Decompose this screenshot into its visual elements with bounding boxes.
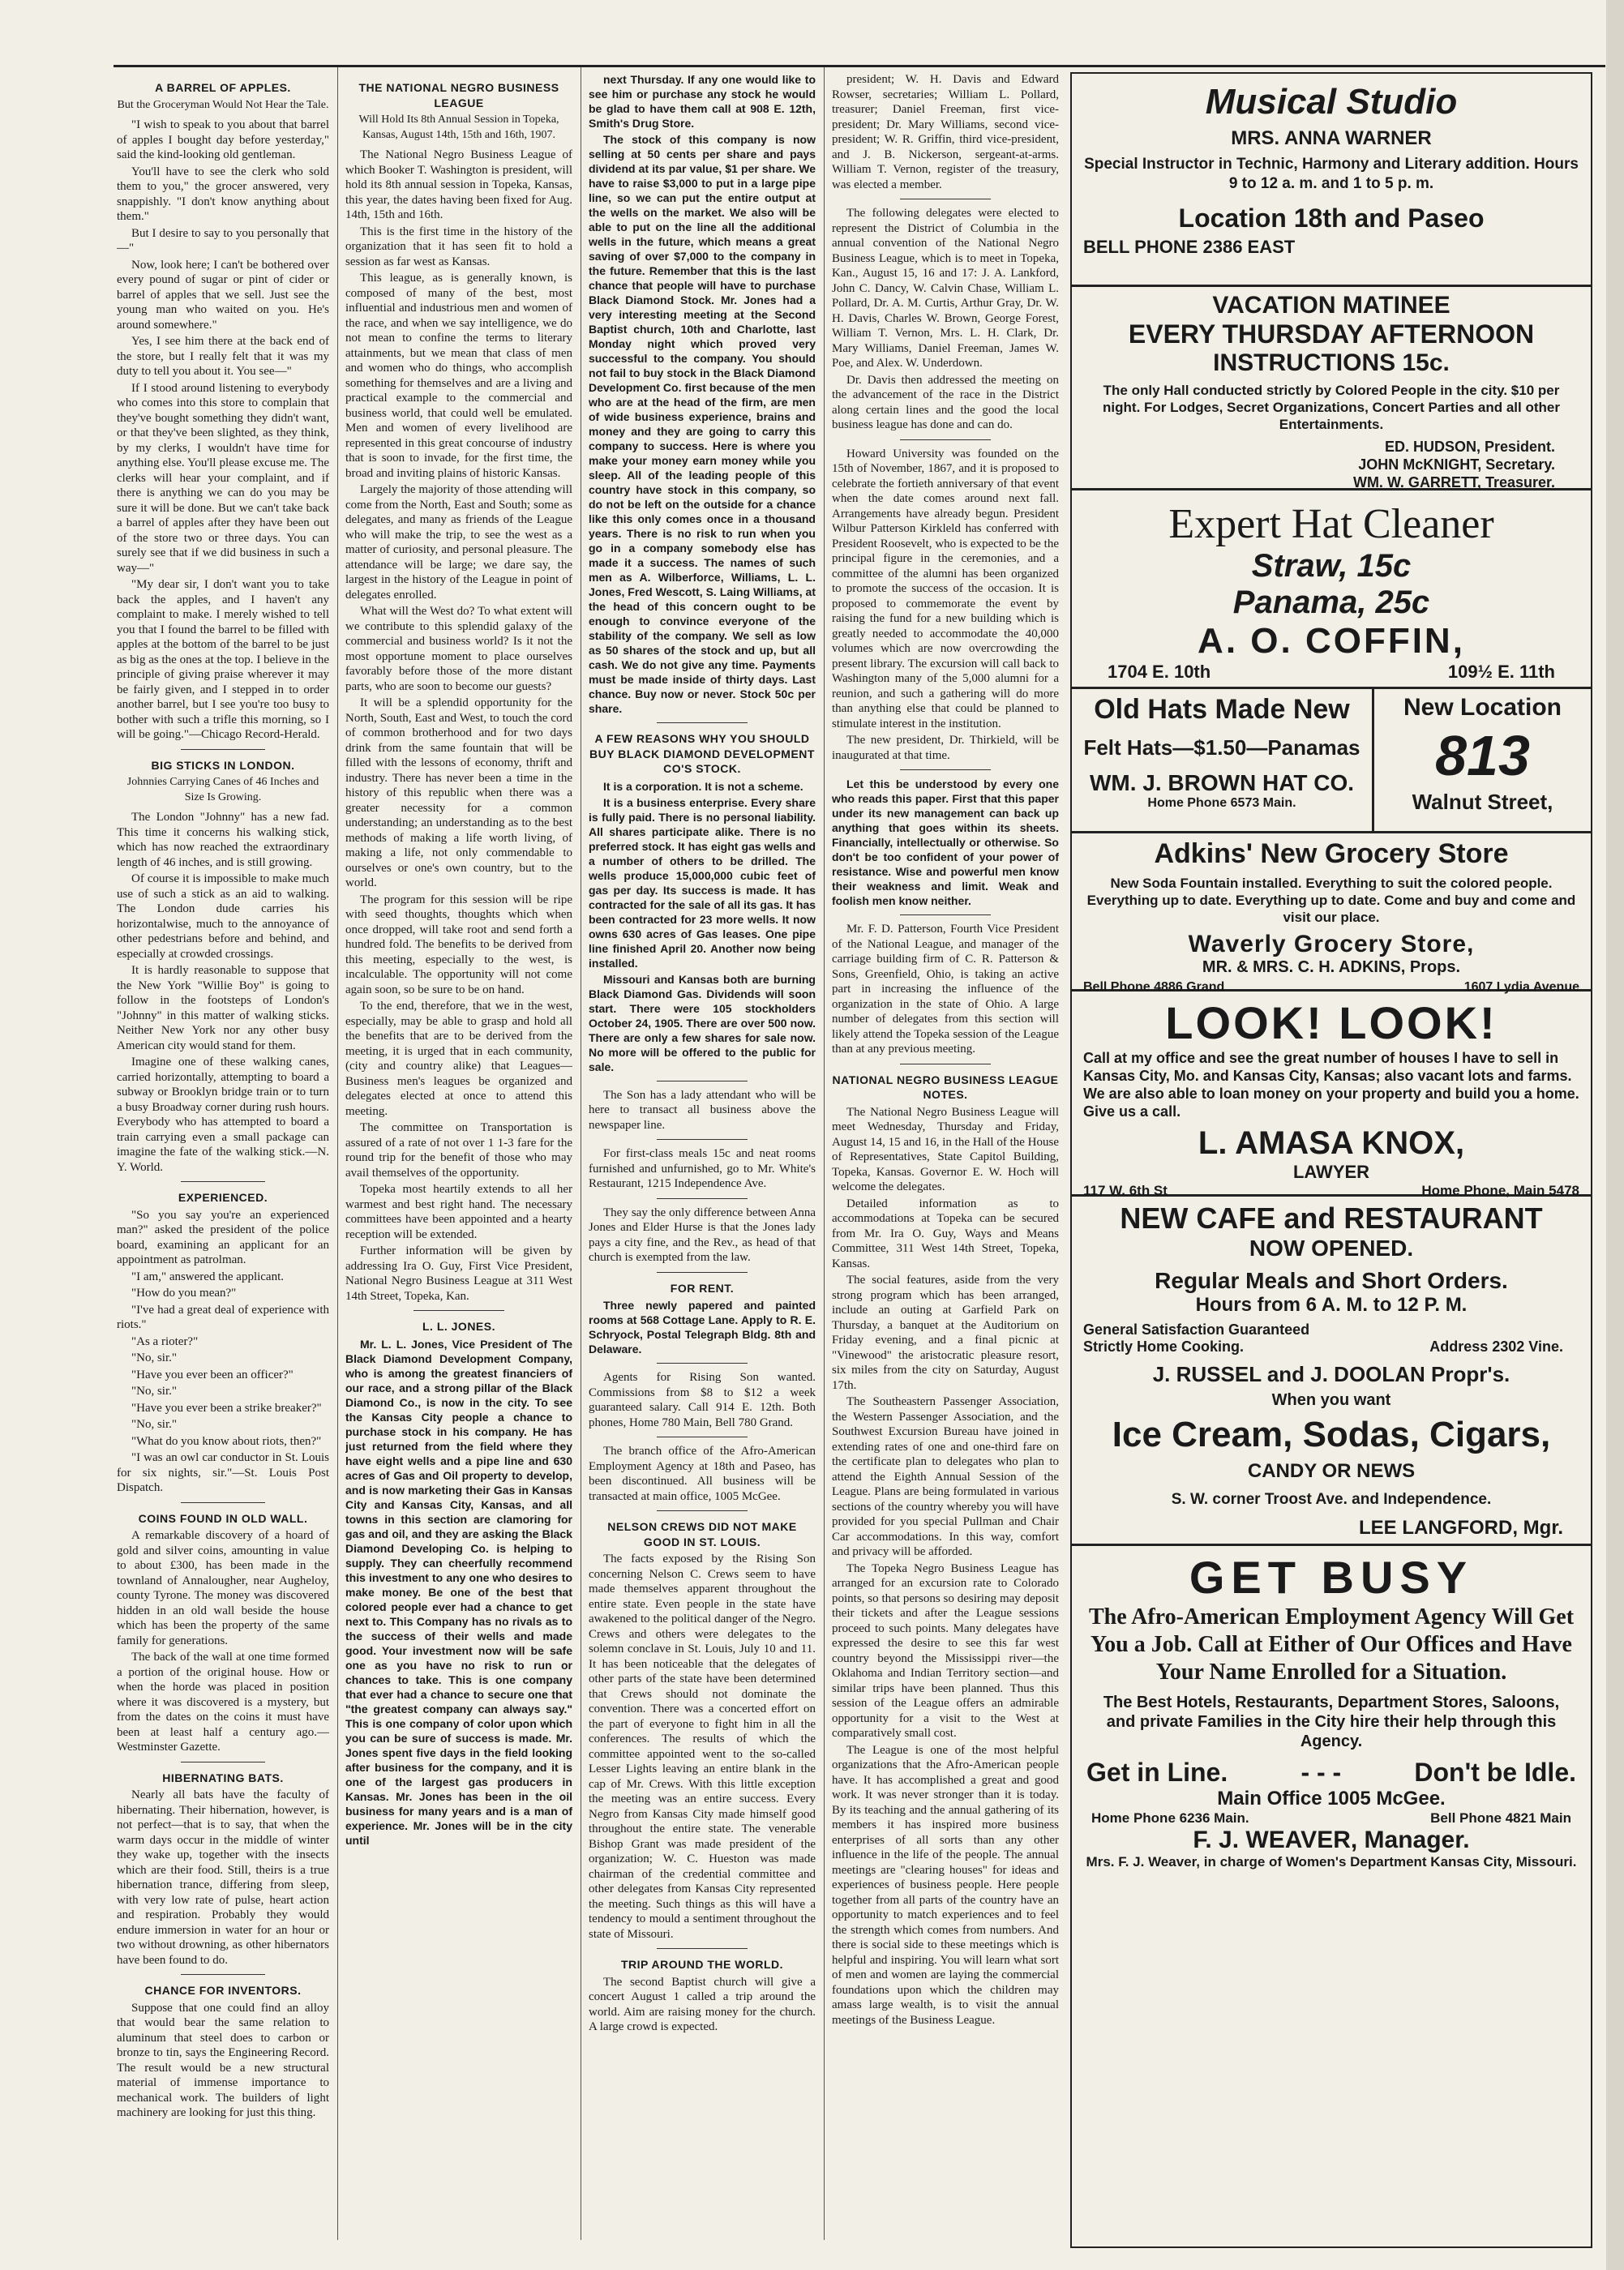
article-divider [181, 1974, 266, 1975]
article-paragraph: Howard University was founded on the 15th of November, 1867, and it is proposed to celebrate the fortieth anniversary of that event when the date comes around next fall. Arrangements have already begun. President Wilbur Patterson Kirkleld has conferred with President Roosevelt, who is expected to be the principal figure in the ceremonies, and a committee of the alumni has been organized to promote the success of the occasion. It is proposed to commemorate the event by raising the fund for a new building which is greatly needed to accommodate the 40,000 volumes which are now overcrowding the present library. The excursion will call back to Washington many of the 5,000 alumni for a reunion, and such a gathering will do more than anything else that could be planned to stimulate interest in the institution. [832, 447, 1059, 730]
column-1 [117, 72, 329, 2245]
article-paragraph: Largely the majority of those attending will come from the North, East and South; some as delegates, and many as friends of the League who will make the trip, to see the west as a matter of curiosity, and personal pleasure. The attendance will be large; we dare say, the largest in the history of the League in point of delegates enrolled. [345, 483, 572, 602]
ad-text: When you want [1271, 1391, 1391, 1409]
article-paragraph: The National Negro Business League will meet Wednesday, Thursday and Friday, August 14, 15 and 16, in the Hall of the House of Representatives, State Capitol Building, Topeka, Kansas. Governor E. W. Hoch will welcome the delegates. [832, 1105, 1059, 1193]
ad-name: MRS. ANNA WARNER [1231, 127, 1432, 149]
article-paragraph: It is a corporation. It is not a scheme. [603, 779, 803, 793]
column-rule [337, 67, 338, 2240]
article [589, 1146, 816, 1192]
ad-address: 1607 Lydia Avenue [1463, 980, 1579, 994]
ad-manager: LEE LANGFORD, Mgr. [1359, 1517, 1563, 1539]
article [589, 1206, 816, 1266]
article [117, 1983, 329, 2121]
article [832, 922, 1059, 1057]
article [832, 447, 1059, 764]
article-paragraph: Agents for Rising Son wanted. Commissions from $8 to $12 a week guaranteed salary. Call 914 E. 12th. Both phones, Home 780 Main, Bell 780 Grand. [589, 1371, 816, 1429]
ad-officer: WM. W. GARRETT, Treasurer. [1352, 474, 1555, 490]
article-paragraph: president; W. H. Davis and Edward Rowser, secretaries; William L. Pollard, treasurer; Daniel Freeman, first vice-president; Dr. Mary Williams, second vice-president; W. R. Griffin, third vice-president, and J. B. Nickerson, sergeant-at-arms. William T. Vernon, register of the treasury, was elected a member. [832, 73, 1059, 191]
vacation-matinee-ad [1072, 287, 1591, 490]
article-headline: A FEW REASONS WHY YOU SHOULD BUY BLACK DIAMOND DEVELOPMENT CO'S STOCK. [589, 732, 815, 775]
article-paragraph: Three newly papered and painted rooms at 568 Cottage Lane. Apply to R. E. Schryock, Postal Telegraph Bldg. 8th and Delaware. [589, 1299, 816, 1356]
article-subhead: But the Groceryman Would Not Hear the Tale. [117, 98, 329, 111]
ad-text: Strictly Home Cooking. [1083, 1338, 1245, 1355]
article [832, 777, 1059, 908]
page-edge-shadow [1606, 0, 1624, 2270]
article-divider [657, 722, 748, 723]
ad-title: LOOK! LOOK! [1165, 997, 1498, 1048]
musical-studio-ad [1072, 74, 1591, 287]
ad-title: GET BUSY [1189, 1552, 1474, 1603]
ad-title: INSTRUCTIONS 15c. [1213, 349, 1450, 376]
article-paragraph: Now, look here; I can't be bothered over every pound of sugar or pint of cider or barrel of apples that we sell. Just see the young man who waited on you. He's around somewhere." [117, 258, 329, 332]
ad-address: Main Office 1005 McGee. [1217, 1788, 1446, 1810]
article-paragraph: The program for this session will be ripe with seed thoughts, thoughts which when once dropped, will take root and send forth a hundred fold. The benefits to be derived from this meeting, especially to the west, is incalculable. The opportunity will not come again soon, so be sure to be on hand. [345, 893, 572, 996]
article [589, 731, 816, 1074]
ad-title: Musical Studio [1205, 82, 1458, 122]
ad-title: New Location [1403, 694, 1562, 721]
ad-phone: BELL PHONE 2386 EAST [1083, 237, 1296, 257]
article-paragraph: The branch office of the Afro-American Employment Agency at 18th and Paseo, has been discontinued. All business will be transacted at main office, 1005 McGee. [589, 1445, 816, 1503]
ad-phone: Bell Phone 4821 Main [1430, 1810, 1571, 1826]
article-paragraph: "No, sir." [131, 1385, 178, 1398]
article-paragraph: The League is one of the most helpful organizations that the Afro-American people have. It has accomplished a great and good work. It was never stronger than it is today. By its teaching and the annual gathering of its members it has inspired more business enterprises of all sorts than any other influence in the life of the people. The annual meetings are "clearing houses" for ideas and experiences of business people. Here people together from all parts of the country have an opportunity to match experiences and to feel the strength which comes from numbers. And there is social side to these meetings which is helpful and inspiring. You will learn what sort of men and women are laying the commercial foundations upon which the children may amass large wealth, is to visit the annual meetings of the Business League. [832, 1743, 1059, 2027]
article-divider [657, 1198, 748, 1199]
article-paragraph: Topeka most heartily extends to all her warmest and best right hand. The necessary committees have been appointed and a hearty reception will be extended. [345, 1183, 572, 1241]
article-paragraph: "I was an owl car conductor in St. Louis for six nights, sir."—St. Louis Post Dispatch. [117, 1451, 329, 1494]
ad-footer: Mrs. F. J. Weaver, in charge of Women's Department Kansas City, Missouri. [1086, 1854, 1577, 1870]
ad-manager: F. J. WEAVER, Manager. [1193, 1827, 1470, 1853]
ad-text: The Best Hotels, Restaurants, Department Stores, Saloons, and private Families in the City hire their help through this Agency. [1103, 1694, 1560, 1750]
article [117, 758, 329, 1176]
article-paragraph: It will be a splendid opportunity for the North, South, East and West, to touch the cord of common brotherhood and for two days drink from the same fountain that will be filled with the lessons of economy, thrift and industry. There has never been a time in the history of this republic when there was a greater necessity for a common understanding; an understanding as to the best methods of making a life worth living, of making a life, not only commendable to ourselves or one's own country, but to the world. [345, 696, 572, 889]
article-paragraph: "So you say you're an experienced man?" asked the president of the police board, examining an applicant for an appointment as patrolman. [117, 1208, 329, 1266]
ad-address: 1704 E. 10th [1108, 662, 1211, 682]
ad-text: Special Instructor in Technic, Harmony and Literary addition. Hours 9 to 12 a. m. and 1 to 5 p. m. [1084, 156, 1579, 192]
ad-text: Felt Hats—$1.50—Panamas [1083, 735, 1360, 760]
article-paragraph: The new president, Dr. Thirkield, will be inaugurated at that time. [832, 734, 1059, 762]
ad-address: S. W. corner Troost Ave. and Independence. [1171, 1491, 1492, 1508]
article-divider [657, 1139, 748, 1140]
article-paragraph: But I desire to say to you personally that—" [117, 226, 329, 255]
column-4 [832, 72, 1059, 2245]
article-paragraph: "What do you know about riots, then?" [131, 1434, 322, 1448]
article-paragraph: The Topeka Negro Business League has arranged for an excursion rate to Colorado points, so that persons so desiring may deposit their tickets and after the League sessions proceed to such points. Many delegates have expressed the desire to see this far west country beyond the Mississippi river—the Oklahoma and Indian Territory section—and similar trips have been planned. Thus this session of the League offers an admirable opportunity for a visit to the West at comparatively small cost. [832, 1561, 1059, 1740]
article-paragraph: The facts exposed by the Rising Son concerning Nelson C. Crews seem to have made themselves apparent throughout the entire state. Even people in the state have awakened to the political danger of the Negro. Crews and others were delegates to the solemn conclave in St. Louis, July 10 and 11. It has been noticeable that the delegates of other parts of the state have been determined that Crews should not dominate the convention. There was a concerted effort on the part of everyone to fight him in all the conferences. The results of which the committee appointed went to the so-called Lesser Lights leaving an entire blank in the cap of Mr. Crews. With this little exception the meeting was an entire success. Every Negro from Kansas City made himself good throughout the entire state. The venerable Bishop Grant was made president of the organization; W. C. Hueston was made chairman of the credential committee and other delegates from Kansas City represented the meeting. Such things as this will have a tendency to mould a sentiment throughout the state of Missouri. [589, 1553, 816, 1941]
article-divider [657, 1363, 748, 1364]
newspaper-page [114, 65, 1605, 2248]
ad-text: We are also able to loan money on your property and build you a home. Give us a call. [1083, 1086, 1579, 1120]
article [589, 72, 816, 716]
ad-address: Walnut Street, [1412, 790, 1553, 814]
article-paragraph: Mr. F. D. Patterson, Fourth Vice President of the National League, and manager of the carriage building firm of C. R. Patterson & Sons, Greenfield, Ohio, is taking an active part in increasing the influence of the organization in the state of Ohio. A large number of delegates from this section will likely attend the Topeka session of the League than at any previous meeting. [832, 923, 1059, 1056]
ad-title: Regular Meals and Short Orders. [1155, 1268, 1508, 1293]
article-paragraph: You'll have to see the clerk who sold them to you," the grocer answered, very snappishly. "I don't know anything about them." [117, 165, 329, 223]
article-headline: NELSON CREWS DID NOT MAKE GOOD IN ST. LOUIS. [607, 1520, 797, 1548]
article [832, 1073, 1059, 2028]
article [117, 1771, 329, 1968]
ad-phone: Bell Phone 4886 Grand [1083, 980, 1225, 994]
article-headline: EXPERIENCED. [178, 1191, 268, 1204]
article-paragraph: "No, sir." [131, 1418, 178, 1431]
article-paragraph: "My dear sir, I don't want you to take back the apples, and I haven't any complaint to make. I merely wished to tell you that I found the barrel to be filled with apples at the bottom of the barrel to be just as big as the ones at the top. I believe in the principle of giving praise wherever it may be fairly given, and I stepped in to order another barrel, but I see you're too busy to bother with such a trifle this morning, so I will be going."—Chicago Record-Herald. [117, 578, 329, 741]
ad-title: EVERY THURSDAY AFTERNOON [1128, 319, 1535, 349]
article-paragraph: Missouri and Kansas both are burning Black Diamond Gas. Dividends will soon start. There were 105 stockholders October 24, 1905. There are over 500 now. There are only a few shares for sale now. No more will be offered to the public for sale. [589, 972, 816, 1073]
article-paragraph: Suppose that one could find an alloy that would bear the same relation to aluminum that steel does to carbon or bronze to tin, says the Engineering Record. The result would be a new structural material of immense importance to mechanical work. The builders of light machinery are looking for just this thing. [117, 2001, 329, 2119]
article-paragraph: Imagine one of these walking canes, carried horizontally, attempting to board a subway or Brooklyn bridge train or to turn a busy Broadway corner during rush hours. Everybody who has attempted to board a train carrying even a small package can imagine the fate of the walking stick.—N. Y. World. [117, 1056, 329, 1174]
article-headline: HIBERNATING BATS. [162, 1771, 284, 1784]
article [117, 1190, 329, 1496]
ad-phone: Home Phone 6236 Main. [1091, 1810, 1249, 1826]
article-divider [181, 1502, 266, 1503]
old-hats-ad [1072, 689, 1591, 833]
ad-text: General Satisfaction Guaranteed [1083, 1321, 1310, 1338]
article-paragraph: "As a rioter?" [131, 1334, 199, 1348]
ad-slogan-left: Get in Line. [1086, 1758, 1228, 1787]
article-paragraph: "I've had a great deal of experience with riots." [117, 1303, 329, 1331]
article-paragraph: "No, sir." [131, 1351, 178, 1364]
article-paragraph: The London "Johnny" has a new fad. This time it concerns his walking stick, which has now reached the extraordinary length of 46 inches, and is still growing. [117, 811, 329, 869]
article-paragraph: For first-class meals 15c and neat rooms furnished and unfurnished, go to Mr. White's Restaurant, 1215 Independence Ave. [589, 1147, 816, 1190]
ad-title: NEW CAFE and RESTAURANT [1120, 1201, 1543, 1235]
ad-slogan-right: Don't be Idle. [1414, 1758, 1576, 1787]
article-divider [181, 749, 266, 750]
article-paragraph: The second Baptist church will give a concert August 1 called a trip around the world. Aim are raising money for the church. A large crowd is expected. [589, 1975, 816, 2033]
article-paragraph: "I am," answered the applicant. [131, 1270, 285, 1283]
article [117, 1511, 329, 1755]
article-paragraph: The Son has a lady attendant who will be here to transact all business above the newspaper line. [589, 1088, 816, 1132]
ad-address: 117 W. 6th St [1083, 1183, 1168, 1198]
article-paragraph: The stock of this company is now selling at 50 cents per share and pays dividend at its par value, $1 per share. We have to raise $3,000 to put in a large pipe line, so we can put the entire output at the wells on the market. We also will be able to put on the line all the additional wells in the future, which means a great saving of over $7,000 to the company in the future. Remember that this is the last chance that people will have to purchase Black Diamond Stock. Mr. Jones had a very interesting meeting at the Second Baptist church, 10th and Charlotte, last Monday night which proved very successful to the company. You should not fail to buy stock in the Black Diamond Development Co. first because of the men who are at the head of the firm, are men of wide business experience, brains and money and they are going to carry this company to success. Here is where you make your money earn money while you sleep. All of the leading people of this country have stock in this company, so do not be left on the outside for a chance like this only comes once in a thousand years. There is no risk to run when you go in a company somebody else has made it a success. The names of such men as A. Wilberforce, Williams, L. L. Jones, Fred Wescott, S. Laing Williams, at the head of this concern ought to be enough to convince everyone of the stability of the company. We sell as low as 50 shares of the stock and up, but all cash. We do not give any time. Payments must be made inside of thirty days. Last chance. Buy now or never. Stock 50c per share. [589, 133, 816, 715]
ad-title: Hours from 6 A. M. to 12 P. M. [1195, 1294, 1468, 1316]
article-divider [657, 1510, 748, 1511]
ad-location: Location 18th and Paseo [1178, 203, 1485, 233]
article-headline: THE NATIONAL NEGRO BUSINESS LEAGUE [358, 81, 559, 109]
article [117, 80, 329, 743]
article [589, 1088, 816, 1133]
article [589, 1519, 816, 1942]
ad-title: Ice Cream, Sodas, Cigars, [1112, 1415, 1551, 1454]
article-divider [900, 769, 991, 770]
ad-title: Expert Hat Cleaner [1168, 501, 1494, 547]
article-headline: COINS FOUND IN OLD WALL. [138, 1511, 308, 1525]
article-headline: A BARREL OF APPLES. [155, 81, 291, 94]
article-paragraph: "Have you ever been an officer?" [131, 1368, 294, 1381]
advertisements-column [1070, 72, 1592, 2248]
article [345, 80, 572, 1304]
article-divider [181, 1181, 266, 1182]
article-paragraph: They say the only difference between Anna Jones and Elder Hurse is that the Jones lady pays a city fine, and the Rev., as head of that church is exempted from the law. [589, 1206, 816, 1264]
column-rule [824, 67, 825, 2240]
article-paragraph: "Have you ever been a strike breaker?" [131, 1401, 322, 1415]
article-paragraph: Yes, I see him there at the back end of the store, but I really felt that it was my duty to tell you about it. You see—" [117, 335, 329, 378]
ad-price: Panama, 25c [1232, 585, 1430, 620]
cafe-ad [1072, 1197, 1591, 1386]
ad-title: Adkins' New Grocery Store [1154, 838, 1509, 869]
ad-title: NOW OPENED. [1249, 1236, 1414, 1261]
look-look-ad [1072, 992, 1591, 1197]
ad-phone: Home Phone 6573 Main. [1147, 796, 1296, 810]
get-busy-ad [1072, 1546, 1591, 1896]
article-paragraph: Further information will be given by addressing Ira O. Guy, First Vice President, National Negro Business League at 311 West 14th Street, Topeka, Kan. [345, 1244, 572, 1303]
article-paragraph: Mr. L. L. Jones, Vice President of The Black Diamond Development Company, who is among the greatest financiers of our race, and a strong pillar of the Black Diamond Co., is now in the city. To see the Kansas City people a chance to purchase stock in his company. He has just returned from the field where they have eight wells and a pipe line and 630 acres of Gas and Oil property to develop, and is now marketing their Gas in Kansas City and Kansas City, Kansas, and all towns in this section are clamoring for gas and oil, and they are asking the Black Diamond Developing Co. is helping to supply. They can cheerfully recommend this investment to any one who desires to make money. Be one of the best that colored people ever had a chance to get next to. This Company has no rivals as to the success of their wells and made good. Your investment now will be safe one as you have no risk to run or chances to take. This is one company that ever had a chance to secure one that "the greatest company can always say." This is one company of color upon which you can be sure of success is made. Mr. Jones spent five days in the field looking after business for the company, and it is one of the largest gas producers in Kansas. Mr. Jones has been in the oil business for many years and is a man of experience. Mr. Jones will be in the city until [345, 1337, 572, 1847]
article-paragraph: "I wish to speak to you about that barrel of apples I bought day before yesterday," said the kind-looking old gentleman. [117, 118, 329, 161]
article-paragraph: What will the West do? To what extent will we contribute to this splendid galaxy of the commercial and business world? Is it not the most opportune moment to place ourselves favorably before those of the more distant parts, who are soon to become our guests? [345, 605, 572, 693]
ad-address: 109½ E. 11th [1447, 662, 1555, 682]
ad-text: The only Hall conducted strictly by Colored People in the city. $10 per night. For Lodges, Secret Organizations, Concert Parties and all other Entertainments. [1103, 383, 1560, 432]
article-divider [900, 914, 991, 915]
article-paragraph: This league, as is generally known, is composed of many of the best, most influential and industrious men and women of the race, and when we say intelligence, we do not mean to confine the terms to literary attainments, but we mean that class of men and women who do things, who accomplish something for themselves and are a living and practical example to the commercial and business world, that could well be emulated. Men and women of every livelihood are represented in this great concourse of industry that is soon to invade, for the first time, the broad and inviting plains of historic Kansas. [345, 272, 572, 480]
article [832, 206, 1059, 433]
grocery-store-ad [1072, 833, 1591, 992]
article-paragraph: It is a business enterprise. Every share is fully paid. There is no personal liability. All shares participate alike. There is no preferred stock. It has eight gas wells and a number of others to be drilled. The wells produce 15,000,000 cubic feet of gas per day. Its success is made. It has contracted for the sale of all its gas. It has been contracted for 23 more wells. It now owns 630 acres of Gas leases. One pipe line finished April 20. Another now being installed. [589, 795, 816, 970]
article-headline: NATIONAL NEGRO BUSINESS LEAGUE NOTES. [832, 1073, 1059, 1101]
article-paragraph: Nearly all bats have the faculty of hibernating. Their hibernation, however, is not perfect—that is to say, that when the warm days occur in the middle of winter they wake up, together with the insects which are their food. Still, theirs is a true hibernation trance, differing from sleep, with very low rate of pulse, heart action and respiration. Probably they would endure immersion in water for an hour or two without drowning, as other hibernators have been found to do. [117, 1788, 329, 1967]
ad-role: LAWYER [1292, 1162, 1370, 1182]
article-paragraph: next Thursday. If any one would like to see him or purchase any stock he would be glad to have them call at 908 E. 12th, Smith's Drug Store. [589, 73, 816, 130]
ad-officer: ED. HUDSON, President. [1384, 439, 1555, 455]
article-divider [413, 1310, 504, 1311]
article-subhead: Johnnies Carrying Canes of 46 Inches and Size Is Growing. [126, 776, 319, 803]
ad-address: Address 2302 Vine. [1429, 1338, 1563, 1355]
article [589, 1370, 816, 1430]
article [589, 1957, 816, 2035]
article-paragraph: Detailed information as to accommodations at Topeka can be secured from Mr. Ira O. Guy, Ways and Means Committee, 311 West 14th Street, Topeka, Kansas. [832, 1197, 1059, 1270]
article-paragraph: To the end, therefore, that we in the west, especially, may be able to grasp and hold all the benefits that are to be derived from the meeting, it is urged that in each community, (city and country alike) that Leagues—Business men's leagues be organized and delegates elected at once to attend this meeting. [345, 1000, 572, 1118]
ad-title: Old Hats Made New [1094, 694, 1350, 725]
ad-title: VACATION MATINEE [1212, 292, 1450, 319]
ad-number: 813 [1435, 724, 1530, 787]
article-paragraph: A remarkable discovery of a hoard of gold and silver coins, amounting in value to about £300, has been made in the townland of Annalougher, near Augheloy, county Tyrone. The money was discovered hidden in an old wall beside the house which has been the property of the same family for generations. [117, 1529, 329, 1647]
article-paragraph: This is the first time in the history of the organization that it has seen fit to hold a session as far west as Kansas. [345, 225, 572, 268]
ad-props: J. RUSSEL and J. DOOLAN Propr's. [1152, 1362, 1510, 1386]
article [589, 1444, 816, 1504]
ad-officer: JOHN McKNIGHT, Secretary. [1358, 456, 1555, 473]
ad-slogan-dashes: - - - [1300, 1758, 1342, 1787]
article [589, 1281, 816, 1357]
article-headline: CHANCE FOR INVENTORS. [144, 1984, 302, 1997]
ad-text: The Afro-American Employment Agency Will Get You a Job. Call at Either of Our Offices and Have Your Name Enrolled for a Situation. [1088, 1604, 1575, 1685]
article-paragraph: The National Negro Business League of which Booker T. Washington is president, will hold its 8th annual session in Topeka, Kansas, this year, the dates having been fixed for Aug. 14th, 15th and 16th. [345, 148, 572, 221]
article-divider [900, 439, 991, 440]
hat-cleaner-ad [1072, 490, 1591, 689]
article-paragraph: Dr. Davis then addressed the meeting on the advancement of the race in the District along certain lines and the good the local business league has done and can do. [832, 373, 1059, 431]
article-headline: TRIP AROUND THE WORLD. [621, 1958, 783, 1971]
article-paragraph: It is hardly reasonable to suppose that the New York "Willie Boy" is going to follow in the footsteps of London's "Johnny" in this matter of walking sticks. Neither New York nor any other busy American city would stand for them. [117, 964, 329, 1052]
article-paragraph: If I stood around listening to everybody who comes into this store to complain that they've bought something they didn't want, or that they've been slighted, as they think, by my clerks, I wouldn't have time for anything else. You'll please excuse me. The clerks will hear your complaint, and if there is anything we can do you may be sure it will be done. But we can't take back a barrel of apples after they have been out of the store two or three days. You can surely see that if we did business in such a way—" [117, 381, 329, 575]
column-2 [345, 72, 572, 2245]
article-headline: FOR RENT. [670, 1281, 735, 1295]
ad-name: L. AMASA KNOX, [1198, 1125, 1465, 1161]
ad-name: Waverly Grocery Store, [1188, 931, 1475, 957]
column-3 [589, 72, 816, 2245]
ad-name: A. O. COFFIN, [1198, 621, 1465, 661]
ad-name: WM. J. BROWN HAT CO. [1089, 770, 1355, 795]
article-paragraph: The following delegates were elected to represent the District of Columbia in the annual convention of the National Negro Business League, which is to meet in Topeka, Kan., August 15, 16 and 17: J. A. Lankford, John C. Dancy, W. Calvin Chase, William L. Pollard, Dr. A. M. Curtis, Arthur Gray, Dr. W. H. Davis, Charles W. Brown, George Forest, William T. Vernon, Mrs. L. H. Clark, Dr. Mary Williams, Daniel Freeman, James W. Poe, and Alex. W. Underdown. [832, 207, 1059, 370]
ice-cream-ad [1072, 1386, 1591, 1546]
article-headline: BIG STICKS IN LONDON. [151, 758, 295, 772]
article-paragraph: Of course it is impossible to make much use of such a stick as an aid to walking. The London dude carries his horizontalwise, much to the annoyance of other pedestrians before and behind, and especially at crowded crossings. [117, 872, 329, 961]
article-headline: L. L. JONES. [422, 1320, 495, 1333]
ad-props: MR. & MRS. C. H. ADKINS, Props. [1202, 958, 1461, 976]
ad-subtitle: CANDY OR NEWS [1247, 1460, 1416, 1482]
article [345, 1319, 572, 1848]
article-divider [657, 1948, 748, 1949]
ad-text: Call at my office and see the great number of houses I have to sell in Kansas City, Mo. and Kansas City, Kansas; also vacant lots and farms. [1083, 1050, 1572, 1084]
article-subhead: Will Hold Its 8th Annual Session in Topeka, Kansas, August 14th, 15th and 16th, 1907. [358, 114, 559, 141]
ad-price: Straw, 15c [1251, 548, 1412, 584]
ad-text: New Soda Fountain installed. Everything to suit the colored people. Everything up to date. Everything up to date. Come and buy and come and visit our place. [1086, 876, 1576, 925]
article-paragraph: Let this be understood by every one who reads this paper. First that this paper under its new management can back up anything that goes within its sheets. Financially, intellectually or otherwise. So don't be too confident of your power of resistance. Wise and powerful men know their weakness and limit. Weak and foolish men know neither. [832, 777, 1059, 907]
article-paragraph: The back of the wall at one time formed a portion of the original house. How or when the horde was placed in position where it was discovered is a mystery, but from the dates on the coins it must have been at least half a century ago.—Westminster Gazette. [117, 1651, 329, 1754]
ad-phone: Home Phone, Main 5478 [1421, 1183, 1579, 1198]
article-paragraph: "How do you mean?" [131, 1287, 237, 1300]
article [832, 72, 1059, 192]
article-paragraph: The committee on Transportation is assured of a rate of not over 1 1-3 fare for the round trip for the benefit of those who may avail themselves of the opportunity. [345, 1121, 572, 1180]
article-paragraph: The social features, aside from the very strong program which has been arranged, include an outing at Garfield Park on Thursday, a banquet at the Auditorium on Friday evening, and a final picnic at "Vinewood" the aristocratic pleasure resort, six miles from the city on Saturday, August 17th. [832, 1274, 1059, 1392]
article-paragraph: The Southeastern Passenger Association, the Western Passenger Association, and the Southwest Excursion Bureau have joined in extending rates of one and one-third fare on the certificate plan to delegates who plan to attend the Eighth Annual Session of the League. Plans are being formulated in various sections of the country whereby you will have provided for you special Pullman and Chair Car accommodations. In this way, comfort and privacy will be afforded. [832, 1395, 1059, 1558]
article-divider [657, 1272, 748, 1273]
